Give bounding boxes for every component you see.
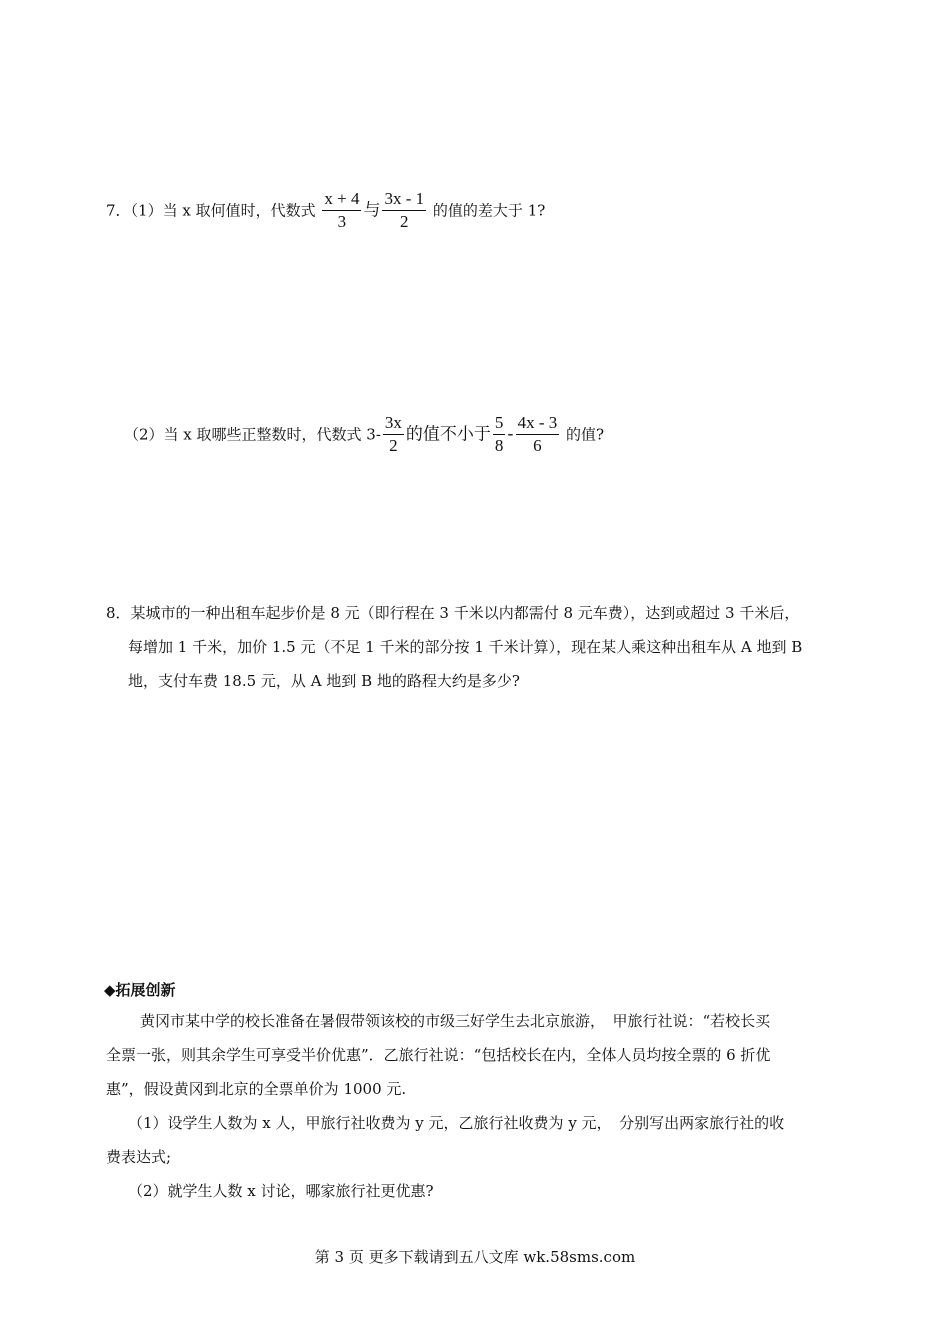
fraction-denominator: 2 <box>389 436 398 455</box>
fraction <box>383 412 404 457</box>
fraction <box>322 188 361 233</box>
q7-part2-prefix: （2）当 x 取哪些正整数时，代数式 3- <box>124 425 381 444</box>
fraction-denominator: 2 <box>400 212 409 231</box>
extension-q1-line1: （1）设学生人数为 x 人，甲旅行社收费为 y 元，乙旅行社收费为 y 元， 分别写出两家旅行社的收 <box>128 1114 785 1132</box>
q7-part1 <box>106 188 545 233</box>
fraction-numerator: 3x <box>383 412 404 435</box>
fraction-denominator: 3 <box>337 212 347 231</box>
q8-line3: 地，支付车费 18.5 元，从 A 地到 B 地的路程大约是多少? <box>128 672 520 690</box>
fraction-denominator: 8 <box>494 436 504 455</box>
extension-q2: （2）就学生人数 x 讨论，哪家旅行社更优惠? <box>128 1182 434 1200</box>
fraction-numerator: 3x - 1 <box>382 188 426 211</box>
fraction <box>382 188 426 233</box>
fraction-numerator: 5 <box>493 412 506 435</box>
q7-part2-mid: 的值不小于 <box>405 424 491 445</box>
extension-body <box>106 1004 784 1208</box>
q7-part1-suffix: 的值的差大于 1? <box>432 201 546 220</box>
q8 <box>106 596 802 698</box>
minus-sign: - <box>507 424 514 445</box>
q7-part2-suffix: 的值? <box>566 425 605 444</box>
q7-part1-prefix: 7．（1）当 x 取何值时，代数式 <box>106 201 316 220</box>
q7-part1-mid: 与 <box>363 200 381 221</box>
extension-p1-line2: 全票一张，则其余学生可享受半价优惠”．乙旅行社说：“包括校长在内，全体人员均按全票的 6 折优 <box>106 1046 771 1064</box>
fraction-numerator: x + 4 <box>322 188 361 211</box>
fraction <box>516 412 560 457</box>
fraction-numerator: 4x - 3 <box>516 412 560 435</box>
q7-part2 <box>124 412 604 457</box>
section-heading: ◆拓展创新 <box>104 981 176 999</box>
q8-line1: 8．某城市的一种出租车起步价是 8 元（即行程在 3 千米以内都需付 8 元车费），达到或超过 3 千米后， <box>106 604 800 622</box>
extension-p1-line1: 黄冈市某中学的校长准备在暑假带领该校的市级三好学生去北京旅游， 甲旅行社说：“若校长买 <box>140 1012 771 1030</box>
fraction-denominator: 6 <box>533 436 542 455</box>
extension-p1-line3: 惠”，假设黄冈到北京的全票单价为 1000 元. <box>106 1080 407 1098</box>
q8-line2: 每增加 1 千米，加价 1.5 元（不足 1 千米的部分按 1 千米计算），现在某人乘这种出租车从 A 地到 B <box>128 638 803 656</box>
page-footer: 第 3 页 更多下载请到五八文库 wk.58sms.com <box>314 1248 636 1266</box>
fraction <box>493 412 506 457</box>
extension-q1-line2: 费表达式; <box>106 1148 172 1166</box>
